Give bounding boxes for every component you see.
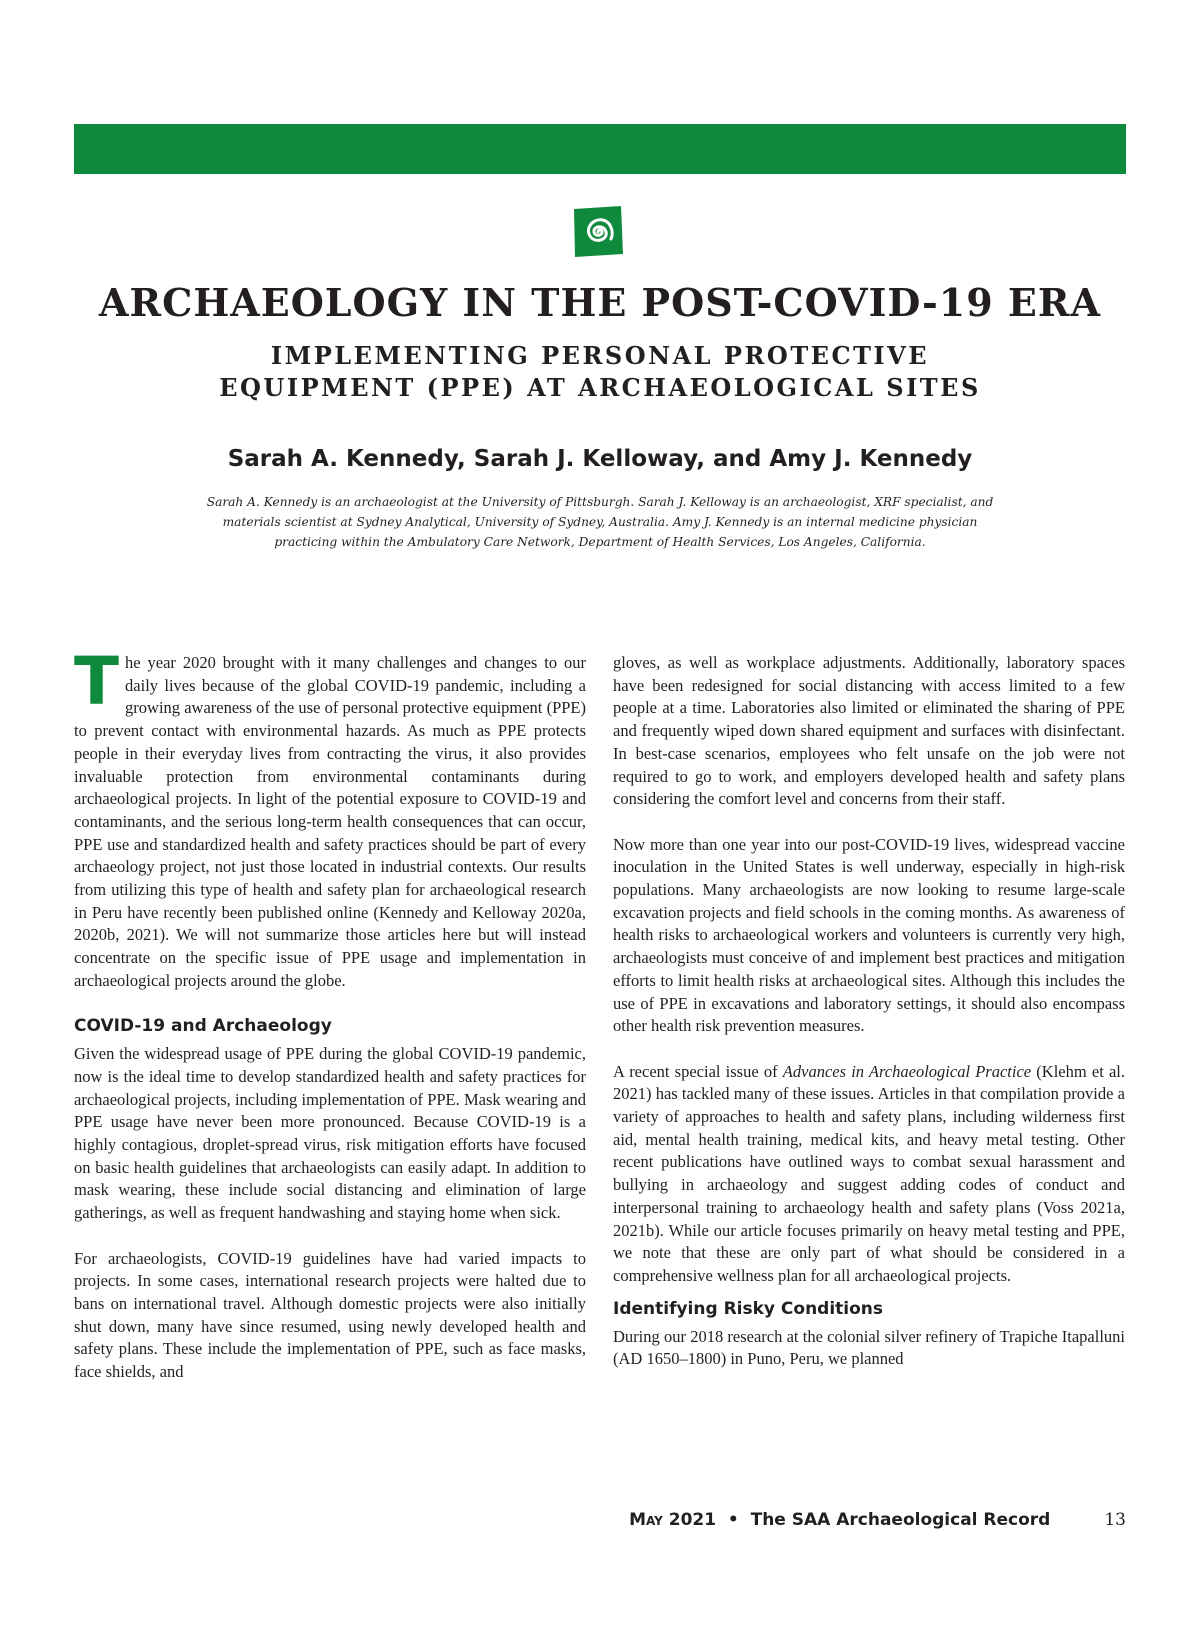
- left-column: [74, 643, 586, 1384]
- subtitle-line: IMPLEMENTING PERSONAL PROTECTIVE: [270, 341, 930, 370]
- body-paragraph: During our 2018 research at the colonial silver refinery of Trapiche Itapalluni (AD 1650–1800) in Puno, Peru, we planned: [613, 1326, 1125, 1369]
- right-column: [613, 652, 1125, 1371]
- page-footer: [600, 1510, 1126, 1530]
- footer-journal: 2021 • The SAA Archaeological Record: [662, 1510, 1051, 1530]
- section-heading: Identifying Risky Conditions: [613, 1298, 884, 1319]
- text-run: (Klehm et al. 2021) has tackled many of these issues. Articles in that compilation provide a variety of approaches to health and safety plans, including wilderness first aid, mental health training, medical kits, and heavy metal testing. Other recent publications have outlined ways to combat sexual harassment and bullying in archaeology and suggest adding codes of conduct and interpersonal training to archaeology health and safety plans (Voss 2021a, 2021b). While our article focuses primarily on heavy metal testing and PPE, we note that these are only part of what should be considered in a comprehensive wellness plan for all archaeological projects.: [613, 1061, 1126, 1285]
- intro-text: he year 2020 brought with it many challenges and changes to our daily lives because of the global COVID-19 pandemic, including a growing awareness of the use of personal protective equipment (PPE) to prevent contact with environmental hazards. As much as PPE protects people in their everyday lives from contracting the virus, it also provides invaluable protection from environmental contaminants during archaeological projects. In light of the potential exposure to COVID-19 and contaminants, and the serious long-term health consequences that can occur, PPE use and standardized health and safety practices should be part of every archaeology project, not just those located in industrial contexts. Our results from utilizing this type of health and safety plan for archaeological research in Peru have recently been published online (Kennedy and Kelloway 2020a, 2020b, 2021). We will not summarize those articles here but will instead concentrate on the specific issue of PPE usage and implementation in archaeological projects around the globe.: [74, 653, 586, 990]
- intro-paragraph: [74, 643, 586, 993]
- footer-month: May: [629, 1510, 663, 1530]
- subtitle-line: EQUIPMENT (PPE) AT ARCHAEOLOGICAL SITES: [219, 373, 981, 402]
- header-bar: [74, 124, 1126, 174]
- body-paragraph: [613, 1061, 1125, 1288]
- body-paragraph: gloves, as well as workplace adjustments. Additionally, laboratory spaces have been redesigned for social distancing with access limited to a few people at a time. Laboratories also limited or eliminated the sharing of PPE and frequently wiped down shared equipment and surfaces with disinfectant. In best-case scenarios, employees who felt unsafe on the job were not required to go to work, and employers developed health and safety plans considering the comfort level and concerns from their staff.: [613, 653, 1125, 809]
- body-paragraph: Now more than one year into our post-COVID-19 lives, widespread vaccine inoculation in the United States is well underway, especially in high-risk populations. Many archaeologists are now looking to resume large-scale excavation projects and field schools in the coming months. As awareness of health risks to archaeological workers and volunteers is currently very high, archaeologists must conceive of and implement best practices and mitigation efforts to limit health risks at archaeological sites. Although this includes the use of PPE in excavations and laboratory settings, it should also encompass other health risk prevention measures.: [613, 834, 1125, 1036]
- text-run: A recent special issue of: [613, 1061, 783, 1081]
- author-list: Sarah A. Kennedy, Sarah J. Kelloway, and Amy J. Kennedy: [227, 446, 973, 472]
- spiral-icon: [571, 204, 625, 260]
- article-subtitle: [60, 340, 1140, 404]
- journal-title: Advances in Archaeological Practice: [782, 1061, 1032, 1081]
- drop-cap: T: [74, 643, 120, 720]
- body-paragraph: For archaeologists, COVID-19 guidelines have had varied impacts to projects. In some cases, international research projects were halted due to bans on international travel. Although domestic projects were also initially shut down, many have since resumed, using newly developed health and safety plans. These include the implementation of PPE, such as face masks, face shields, and: [74, 1248, 586, 1382]
- article-title: ARCHAEOLOGY IN THE POST-COVID-19 ERA: [99, 280, 1101, 325]
- page-number: 13: [1104, 1510, 1126, 1530]
- section-heading: COVID-19 and Archaeology: [74, 1016, 332, 1037]
- body-paragraph: Given the widespread usage of PPE during the global COVID-19 pandemic, now is the ideal time to develop standardized health and safety practices for archaeological projects, including implementation of PPE. Mask wearing and PPE usage have never been more pronounced. Because COVID-19 is a highly contagious, droplet-spread virus, risk mitigation efforts have focused on basic health guidelines that archaeologists can easily adapt. In addition to mask wearing, these include social distancing and elimination of large gatherings, as well as frequent handwashing and staying home when sick.: [74, 1044, 586, 1223]
- author-affiliations: Sarah A. Kennedy is an archaeologist at the University of Pittsburgh. Sarah J. Kelloway is an archaeologist, XRF specialist, and materials scientist at Sydney Analytical, University of Sydney, Australia. Amy J. Kennedy is an internal medicine physician practicing within the Ambulatory Care Network, Department of Health Services, Los Angeles, California.: [206, 495, 994, 549]
